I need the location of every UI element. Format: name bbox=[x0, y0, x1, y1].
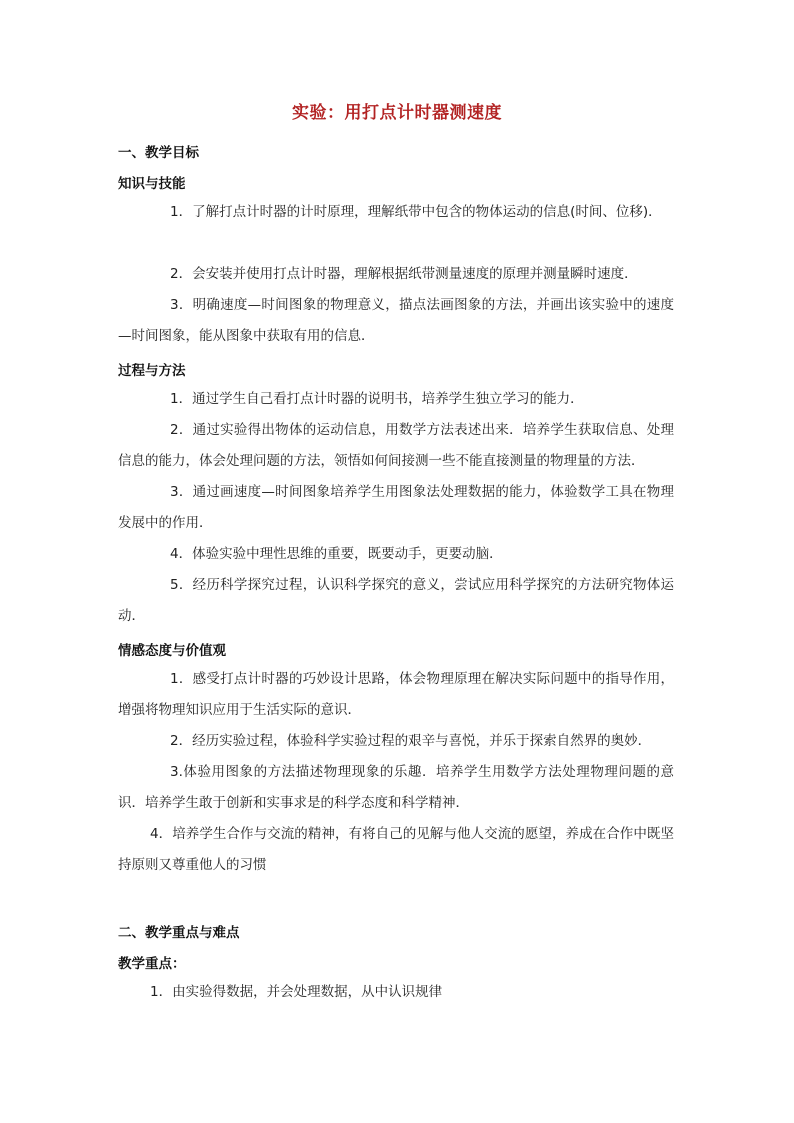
paragraph: 4．培养学生合作与交流的精神，有将自己的见解与他人交流的愿望，养成在合作中既坚持原则又尊重他人的习惯 bbox=[118, 826, 674, 873]
paragraph: 2．会安装并使用打点计时器，理解根据纸带测量速度的原理并测量瞬时速度． bbox=[170, 266, 638, 282]
subheading-knowledge-skills: 知识与技能 bbox=[118, 176, 186, 192]
subheading-attitudes-values: 情感态度与价值观 bbox=[118, 643, 226, 659]
subheading-teaching-focus: 教学重点： bbox=[118, 956, 186, 972]
paragraph: 5．经历科学探究过程，认识科学探究的意义，尝试应用科学探究的方法研究物体运动． bbox=[118, 577, 674, 624]
document-title: 实验：用打点计时器测速度 bbox=[292, 103, 502, 123]
paragraph: 3.体验用图象的方法描述物理现象的乐趣．培养学生用数学方法处理物理问题的意识．培养学生敢于创新和实事求是的科学态度和科学精神． bbox=[118, 764, 674, 811]
paragraph: 3．明确速度—时间图象的物理意义，描点法画图象的方法，并画出该实验中的速度—时间图象，能从图象中获取有用的信息． bbox=[118, 297, 674, 344]
section-heading-key-points: 二、教学重点与难点 bbox=[118, 925, 240, 941]
paragraph: 4．体验实验中理性思维的重要，既要动手，更要动脑． bbox=[170, 546, 503, 562]
paragraph: 3．通过画速度—时间图象培养学生用图象法处理数据的能力，体验数学工具在物理发展中的作用． bbox=[118, 484, 674, 531]
paragraph: 1．由实验得数据，并会处理数据，从中认识规律 bbox=[150, 984, 443, 1000]
paragraph: 2．经历实验过程，体验科学实验过程的艰辛与喜悦，并乐于探索自然界的奥妙． bbox=[170, 733, 652, 749]
paragraph: 1．通过学生自己看打点计时器的说明书，培养学生独立学习的能力． bbox=[170, 391, 584, 407]
paragraph: 1．了解打点计时器的计时原理，理解纸带中包含的物体运动的信息(时间、位移)． bbox=[170, 204, 662, 220]
section-heading-teaching-goals: 一、教学目标 bbox=[118, 145, 199, 161]
subheading-process-methods: 过程与方法 bbox=[118, 363, 186, 379]
paragraph: 1．感受打点计时器的巧妙设计思路，体会物理原理在解决实际问题中的指导作用，增强将物理知识应用于生活实际的意识． bbox=[118, 671, 674, 718]
paragraph: 2．通过实验得出物体的运动信息，用数学方法表述出来．培养学生获取信息、处理信息的能力，体会处理问题的方法，领悟如何间接测一些不能直接测量的物理量的方法． bbox=[118, 422, 674, 469]
